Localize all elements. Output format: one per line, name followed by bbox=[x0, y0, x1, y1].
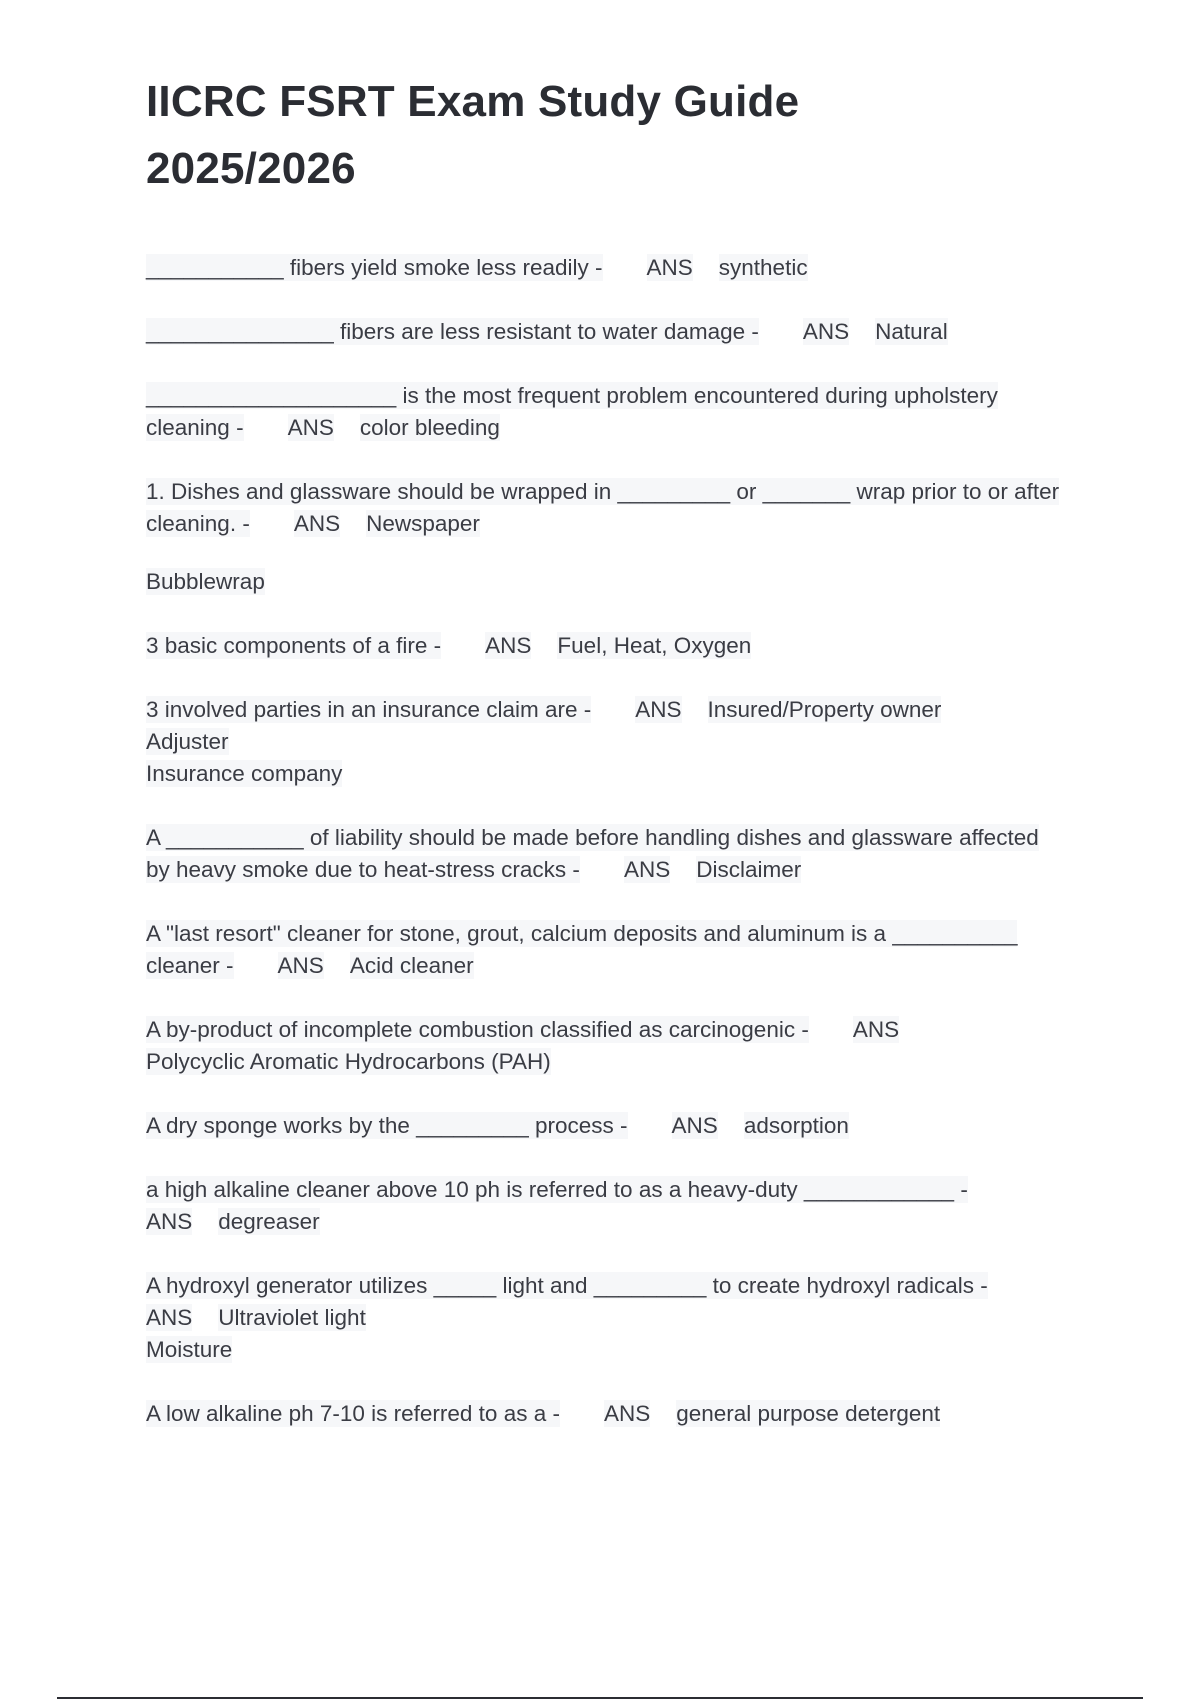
ans-label: ANS bbox=[277, 953, 324, 978]
answer-text-extra: Bubblewrap bbox=[146, 569, 265, 594]
question-text: A ___________ of liability should be made before handling dishes and glassware affected by heavy smoke due to heat-stress cracks - bbox=[146, 825, 1039, 882]
answer-text: Polycyclic Aromatic Hydrocarbons (PAH) bbox=[146, 1049, 551, 1074]
question-text: 3 involved parties in an insurance claim are - bbox=[146, 697, 592, 722]
qa-item bbox=[146, 1174, 1066, 1238]
answer-text: Newspaper bbox=[366, 511, 480, 536]
answer-text: Insured/Property owner bbox=[707, 697, 942, 722]
qa-item bbox=[146, 630, 1066, 662]
ans-label: ANS bbox=[802, 319, 850, 344]
answer-text: Acid cleaner bbox=[349, 953, 474, 978]
ans-label: ANS bbox=[287, 415, 334, 440]
qa-item bbox=[146, 1110, 1066, 1142]
answer-text: general purpose detergent bbox=[676, 1401, 941, 1426]
question-text: ____________________ is the most frequent problem encountered during upholstery cleaning - bbox=[146, 383, 998, 440]
ans-label: ANS bbox=[623, 857, 671, 882]
question-text: 1. Dishes and glassware should be wrapped in _________ or _______ wrap prior to or after cleaning. - bbox=[146, 479, 1060, 536]
page-bottom-rule bbox=[57, 1697, 1143, 1699]
qa-item bbox=[146, 1398, 1066, 1430]
answer-text: synthetic bbox=[718, 255, 808, 280]
ans-label: ANS bbox=[293, 511, 341, 536]
answer-line: Adjuster bbox=[146, 729, 229, 754]
qa-item bbox=[146, 476, 1066, 540]
ans-label: ANS bbox=[603, 1401, 651, 1426]
question-text: ___________ fibers yield smoke less readily - bbox=[146, 255, 603, 280]
question-text: A "last resort" cleaner for stone, grout, calcium deposits and aluminum is a __________ cleaner - bbox=[146, 921, 1018, 978]
ans-label: ANS bbox=[671, 1113, 718, 1138]
ans-label: ANS bbox=[635, 697, 682, 722]
ans-label: ANS bbox=[146, 1305, 193, 1330]
qa-item bbox=[146, 1014, 1066, 1078]
qa-item bbox=[146, 380, 1066, 444]
question-text: A by-product of incomplete combustion classified as carcinogenic - bbox=[146, 1017, 809, 1042]
answer-text: degreaser bbox=[218, 1209, 320, 1234]
answer-text: color bleeding bbox=[359, 415, 500, 440]
answer-text: Natural bbox=[875, 319, 948, 344]
question-text: A hydroxyl generator utilizes _____ light and _________ to create hydroxyl radicals - bbox=[146, 1273, 988, 1298]
answer-text: adsorption bbox=[743, 1113, 849, 1138]
question-text: A low alkaline ph 7-10 is referred to as a - bbox=[146, 1401, 560, 1426]
answer-text: Ultraviolet light bbox=[218, 1305, 366, 1330]
answer-line: Insurance company bbox=[146, 761, 343, 786]
answer-text: Fuel, Heat, Oxygen bbox=[557, 633, 752, 658]
question-text: 3 basic components of a fire - bbox=[146, 633, 442, 658]
qa-item bbox=[146, 822, 1066, 886]
qa-list bbox=[146, 252, 1066, 1462]
qa-item bbox=[146, 694, 1066, 790]
qa-item-continuation bbox=[146, 566, 1066, 598]
qa-item bbox=[146, 1270, 1066, 1366]
qa-item bbox=[146, 918, 1066, 982]
answer-line: Moisture bbox=[146, 1337, 233, 1362]
page-title-line-2: 2025/2026 bbox=[146, 144, 356, 193]
answer-text: Disclaimer bbox=[696, 857, 802, 882]
page-title bbox=[146, 68, 1046, 202]
ans-label: ANS bbox=[146, 1209, 193, 1234]
page-title-line-1: IICRC FSRT Exam Study Guide bbox=[146, 77, 800, 126]
question-text: a high alkaline cleaner above 10 ph is referred to as a heavy-duty ____________ - bbox=[146, 1177, 968, 1202]
ans-label: ANS bbox=[852, 1017, 900, 1042]
qa-item bbox=[146, 252, 1066, 284]
ans-label: ANS bbox=[646, 255, 693, 280]
ans-label: ANS bbox=[485, 633, 532, 658]
qa-item bbox=[146, 316, 1066, 348]
question-text: _______________ fibers are less resistant to water damage - bbox=[146, 319, 759, 344]
question-text: A dry sponge works by the _________ process - bbox=[146, 1113, 628, 1138]
